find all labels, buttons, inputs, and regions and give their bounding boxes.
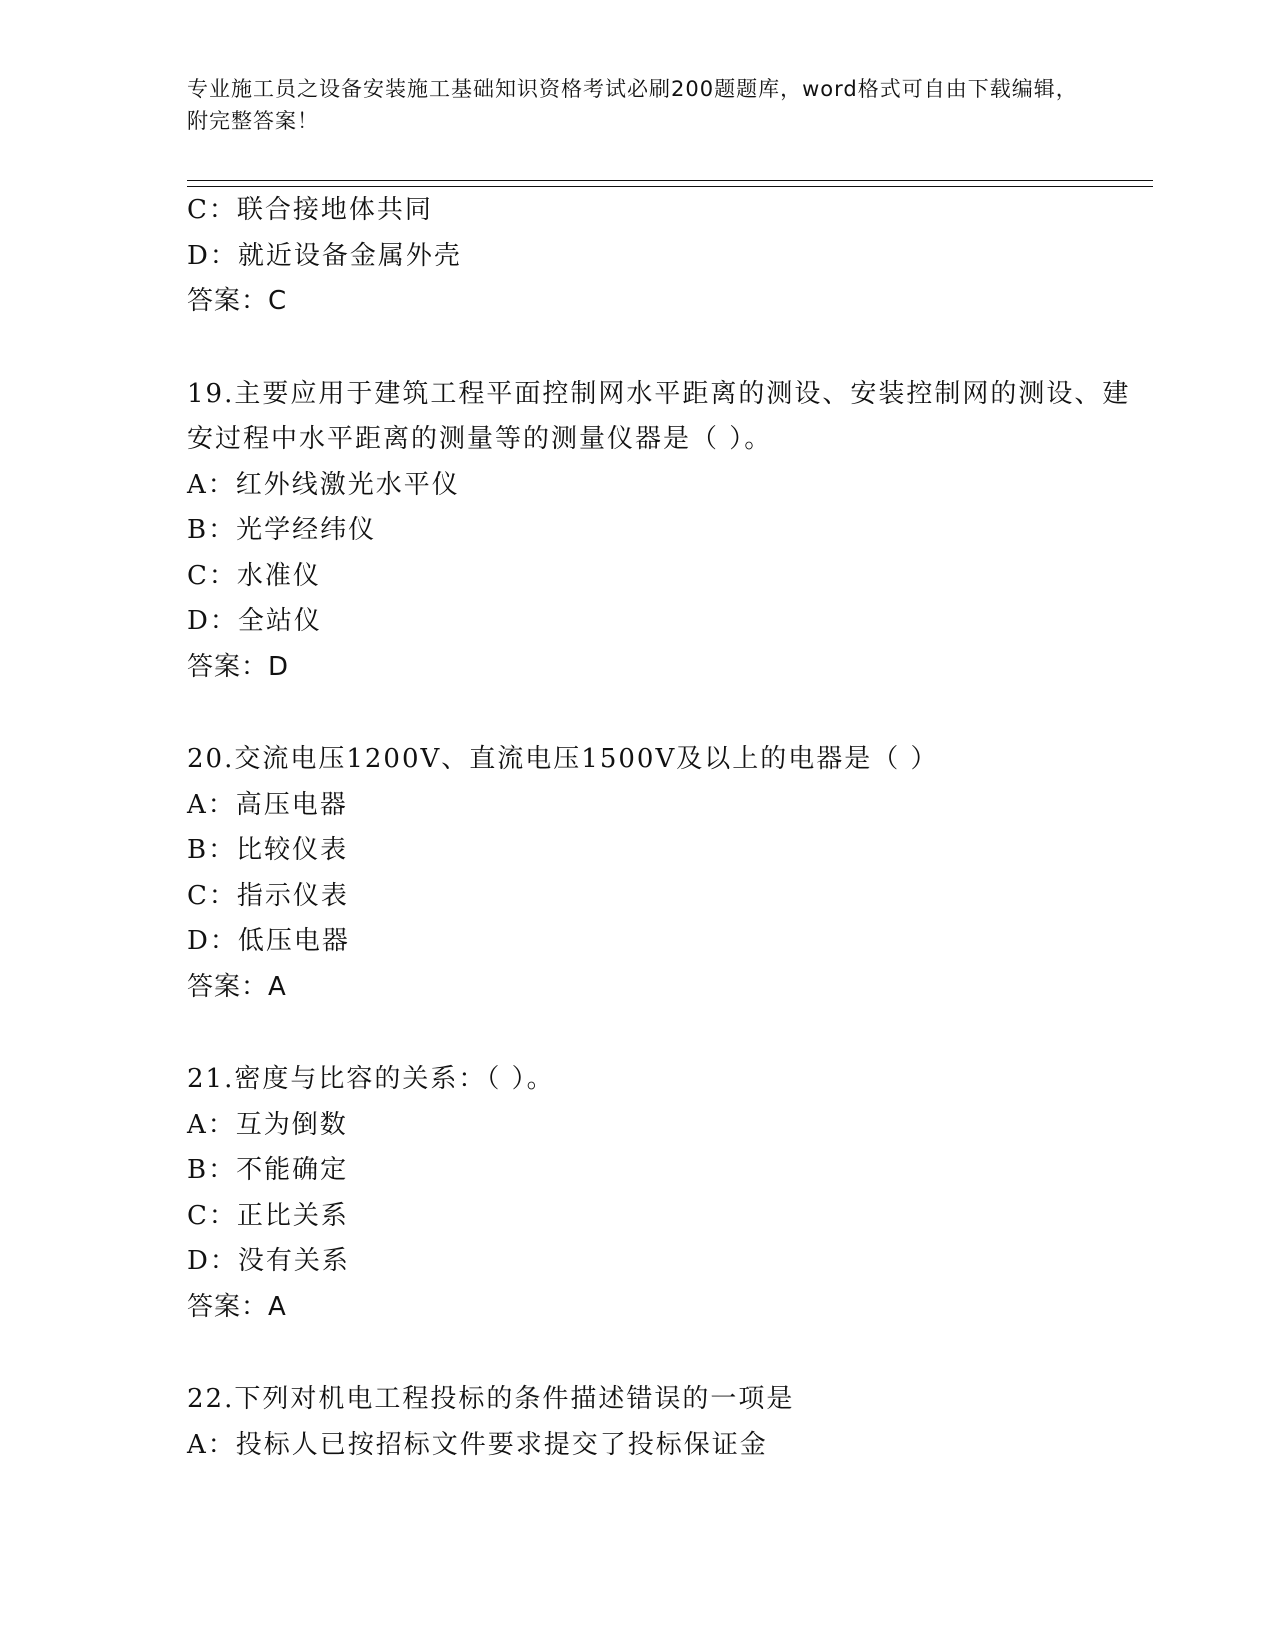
option-key: A：	[187, 1429, 236, 1460]
option-line	[187, 599, 1153, 645]
spacer	[187, 1330, 1153, 1377]
spacer	[187, 690, 1153, 737]
document-header	[187, 73, 1087, 137]
question-21	[187, 1057, 1153, 1330]
option-line	[187, 234, 1153, 280]
spacer	[187, 1010, 1153, 1057]
option-text: 不能确定	[236, 1155, 349, 1185]
continued-question	[187, 188, 1153, 325]
document-title: 专业施工员之设备安装施工基础知识资格考试必刷200题题库，word格式可自由下载编辑，附完整答案！	[187, 77, 1078, 133]
option-key: A：	[187, 1109, 236, 1140]
option-text: 投标人已按招标文件要求提交了投标保证金	[235, 1429, 768, 1460]
option-line	[187, 463, 1153, 509]
answer-line: 答案：D	[187, 651, 290, 682]
option-key: C：	[187, 880, 237, 911]
option-line	[187, 508, 1153, 554]
option-key: A：	[187, 789, 236, 820]
option-key: B：	[187, 835, 237, 865]
option-key: A：	[187, 469, 236, 500]
option-line	[187, 188, 1153, 234]
spacer	[187, 325, 1153, 372]
option-key: C：	[187, 1200, 237, 1231]
option-line	[187, 919, 1153, 965]
option-key: C：	[187, 560, 237, 591]
question-19	[187, 372, 1153, 691]
option-text: 红外线激光水平仪	[235, 469, 460, 500]
document-body	[187, 188, 1153, 1468]
header-divider-top	[187, 180, 1153, 181]
option-text: 光学经纬仪	[236, 515, 377, 545]
option-line	[187, 874, 1153, 920]
option-text: 比较仪表	[236, 835, 349, 865]
question-text: 22.下列对机电工程投标的条件描述错误的一项是	[187, 1384, 795, 1414]
option-key: D：	[187, 1246, 238, 1276]
option-text: 水准仪	[236, 560, 321, 591]
question-20	[187, 737, 1153, 1010]
answer-line: 答案：C	[187, 286, 288, 316]
option-key: D：	[187, 606, 238, 636]
option-line	[187, 554, 1153, 600]
option-line	[187, 1239, 1153, 1285]
option-text: 全站仪	[237, 606, 322, 636]
option-key: B：	[187, 515, 237, 545]
option-text: 高压电器	[235, 789, 348, 820]
header-divider-bottom	[187, 186, 1153, 187]
question-22	[187, 1377, 1153, 1468]
option-line	[187, 783, 1153, 829]
option-key: B：	[187, 1155, 237, 1185]
option-text: 正比关系	[236, 1200, 349, 1231]
option-key: C：	[187, 195, 237, 225]
option-text: 联合接地体共同	[236, 195, 433, 225]
question-text: 19.主要应用于建筑工程平面控制网水平距离的测设、安装控制网的测设、建安过程中水平距离的测量等的测量仪器是（ ）。	[187, 378, 1131, 454]
option-text: 互为倒数	[235, 1109, 348, 1140]
question-text: 20.交流电压1200V、直流电压1500V及以上的电器是（ ）	[187, 744, 939, 774]
option-line	[187, 1103, 1153, 1149]
option-text: 指示仪表	[236, 880, 349, 911]
answer-line: 答案：A	[187, 971, 287, 1002]
question-text: 21.密度与比容的关系：（ ）。	[187, 1064, 555, 1094]
option-line	[187, 1194, 1153, 1240]
option-text: 低压电器	[237, 926, 350, 956]
option-text: 没有关系	[237, 1246, 350, 1276]
option-key: D：	[187, 240, 238, 271]
option-line	[187, 828, 1153, 874]
answer-line: 答案：A	[187, 1291, 287, 1322]
option-text: 就近设备金属外壳	[237, 240, 462, 271]
option-key: D：	[187, 926, 238, 956]
option-line	[187, 1148, 1153, 1194]
option-line	[187, 1423, 1153, 1469]
